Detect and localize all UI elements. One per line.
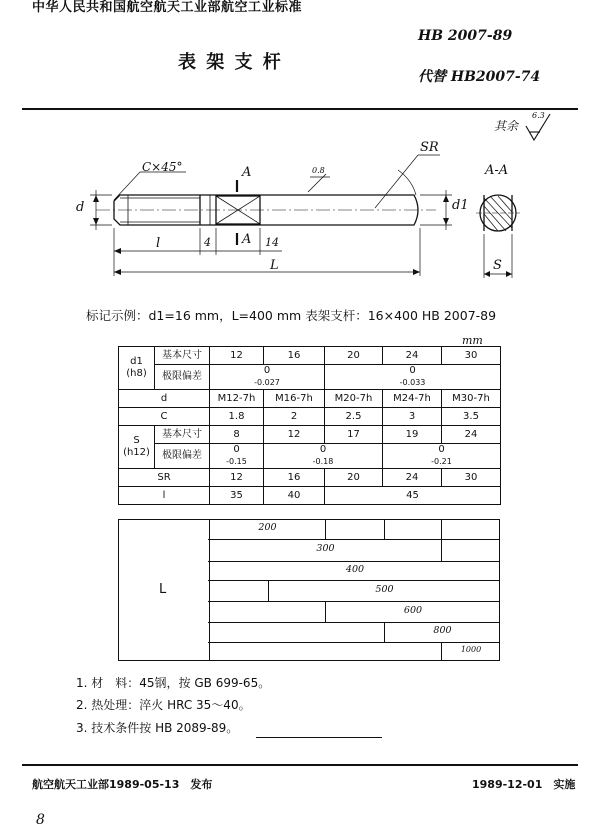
d1-value: 12: [210, 347, 264, 365]
d-value: M20-7h: [325, 390, 383, 408]
L-value: 300: [316, 543, 335, 554]
d1-value: 20: [325, 347, 383, 365]
L-value: 1000: [460, 645, 482, 654]
c-value: 3: [383, 408, 442, 426]
section-label-bottom: A: [242, 232, 252, 247]
d-value: M24-7h: [383, 390, 442, 408]
issue-date: 航空航天工业部1989-05-13 发布: [32, 778, 213, 791]
basic-size-label: 基本尺寸: [155, 426, 210, 444]
chamfer-label: C×45°: [142, 160, 183, 174]
s-label: S (h12): [119, 426, 155, 469]
c-label: C: [119, 408, 210, 426]
note-technical-conditions: 3. 技术条件按 HB 2089-89。: [76, 721, 239, 735]
marking-example: 标记示例：d1=16 mm，L=400 mm 表架支杆：16×400 HB 2007-89: [86, 308, 497, 323]
limit-dev-label: 极限偏差: [155, 444, 210, 469]
d1-label: d1 (h8): [119, 347, 155, 390]
rod-drawing: [0, 0, 600, 300]
dim-l-label: l: [156, 236, 161, 251]
s-value: 19: [383, 426, 442, 444]
s-tolerance: 0 -0.18: [264, 444, 383, 469]
L-value: 500: [375, 584, 394, 595]
note-material: 1. 材 料：45钢，按 GB 699-65。: [76, 676, 271, 690]
d-label: d: [119, 390, 210, 408]
d-value: M12-7h: [210, 390, 264, 408]
page-number: 8: [36, 812, 45, 828]
effective-date: 1989-12-01 实施: [472, 778, 576, 791]
sr-label: SR: [420, 140, 439, 155]
replaces-standard: 代替 HB2007-74: [418, 69, 541, 85]
standard-authority: 中华人民共和国航空航天工业部航空工业标准: [32, 0, 303, 15]
d1-value: 16: [264, 347, 325, 365]
dim-14-label: 14: [265, 236, 279, 249]
sr-value: 30: [442, 469, 501, 487]
L-value: 200: [258, 522, 277, 533]
s-value: 17: [325, 426, 383, 444]
dim-L-label: L: [270, 258, 279, 273]
section-title: A-A: [485, 163, 509, 178]
basic-size-label: 基本尺寸: [155, 347, 210, 365]
s-value: 8: [210, 426, 264, 444]
s-value: 12: [264, 426, 325, 444]
s-tolerance: 0 -0.21: [383, 444, 501, 469]
section-label-top: A: [242, 165, 252, 180]
dimension-table: [118, 346, 501, 505]
d-value: M16-7h: [264, 390, 325, 408]
s-tolerance: 0 -0.15: [210, 444, 264, 469]
d1-tolerance: 0 -0.027: [210, 365, 325, 390]
d-value: M30-7h: [442, 390, 501, 408]
c-value: 2: [264, 408, 325, 426]
dim-4-label: 4: [204, 236, 211, 249]
page-title: 表 架 支 杆: [178, 52, 283, 73]
l-value: 35: [210, 487, 264, 505]
footer-rule: [22, 764, 578, 766]
L-value: 800: [433, 625, 452, 636]
l-value: 45: [325, 487, 501, 505]
s-value: 24: [442, 426, 501, 444]
c-value: 1.8: [210, 408, 264, 426]
L-value: 600: [403, 605, 423, 616]
dim-S-label: S: [493, 258, 502, 273]
note-heat-treatment: 2. 热处理：淬火 HRC 35～40。: [76, 698, 251, 712]
d1-tolerance: 0 -0.033: [325, 365, 501, 390]
limit-dev-label: 极限偏差: [155, 365, 210, 390]
flatness-label: 0.8: [312, 166, 325, 175]
roughness-note: 其余: [494, 119, 519, 133]
unit-label: mm: [462, 334, 483, 347]
c-value: 3.5: [442, 408, 501, 426]
l-value: 40: [264, 487, 325, 505]
L-row-label: L: [159, 582, 167, 597]
d1-value: 30: [442, 347, 501, 365]
c-value: 2.5: [325, 408, 383, 426]
sr-value: 24: [383, 469, 442, 487]
sr-value: 20: [325, 469, 383, 487]
L-value: 400: [345, 564, 365, 575]
dim-d-label: d: [76, 200, 85, 215]
sr-row-label: SR: [119, 469, 210, 487]
sr-value: 12: [210, 469, 264, 487]
roughness-value: 6.3: [532, 111, 545, 120]
d1-value: 24: [383, 347, 442, 365]
sr-value: 16: [264, 469, 325, 487]
l-row-label: l: [119, 487, 210, 505]
dim-d1-label: d1: [452, 198, 469, 213]
standard-number: HB 2007-89: [418, 28, 513, 44]
